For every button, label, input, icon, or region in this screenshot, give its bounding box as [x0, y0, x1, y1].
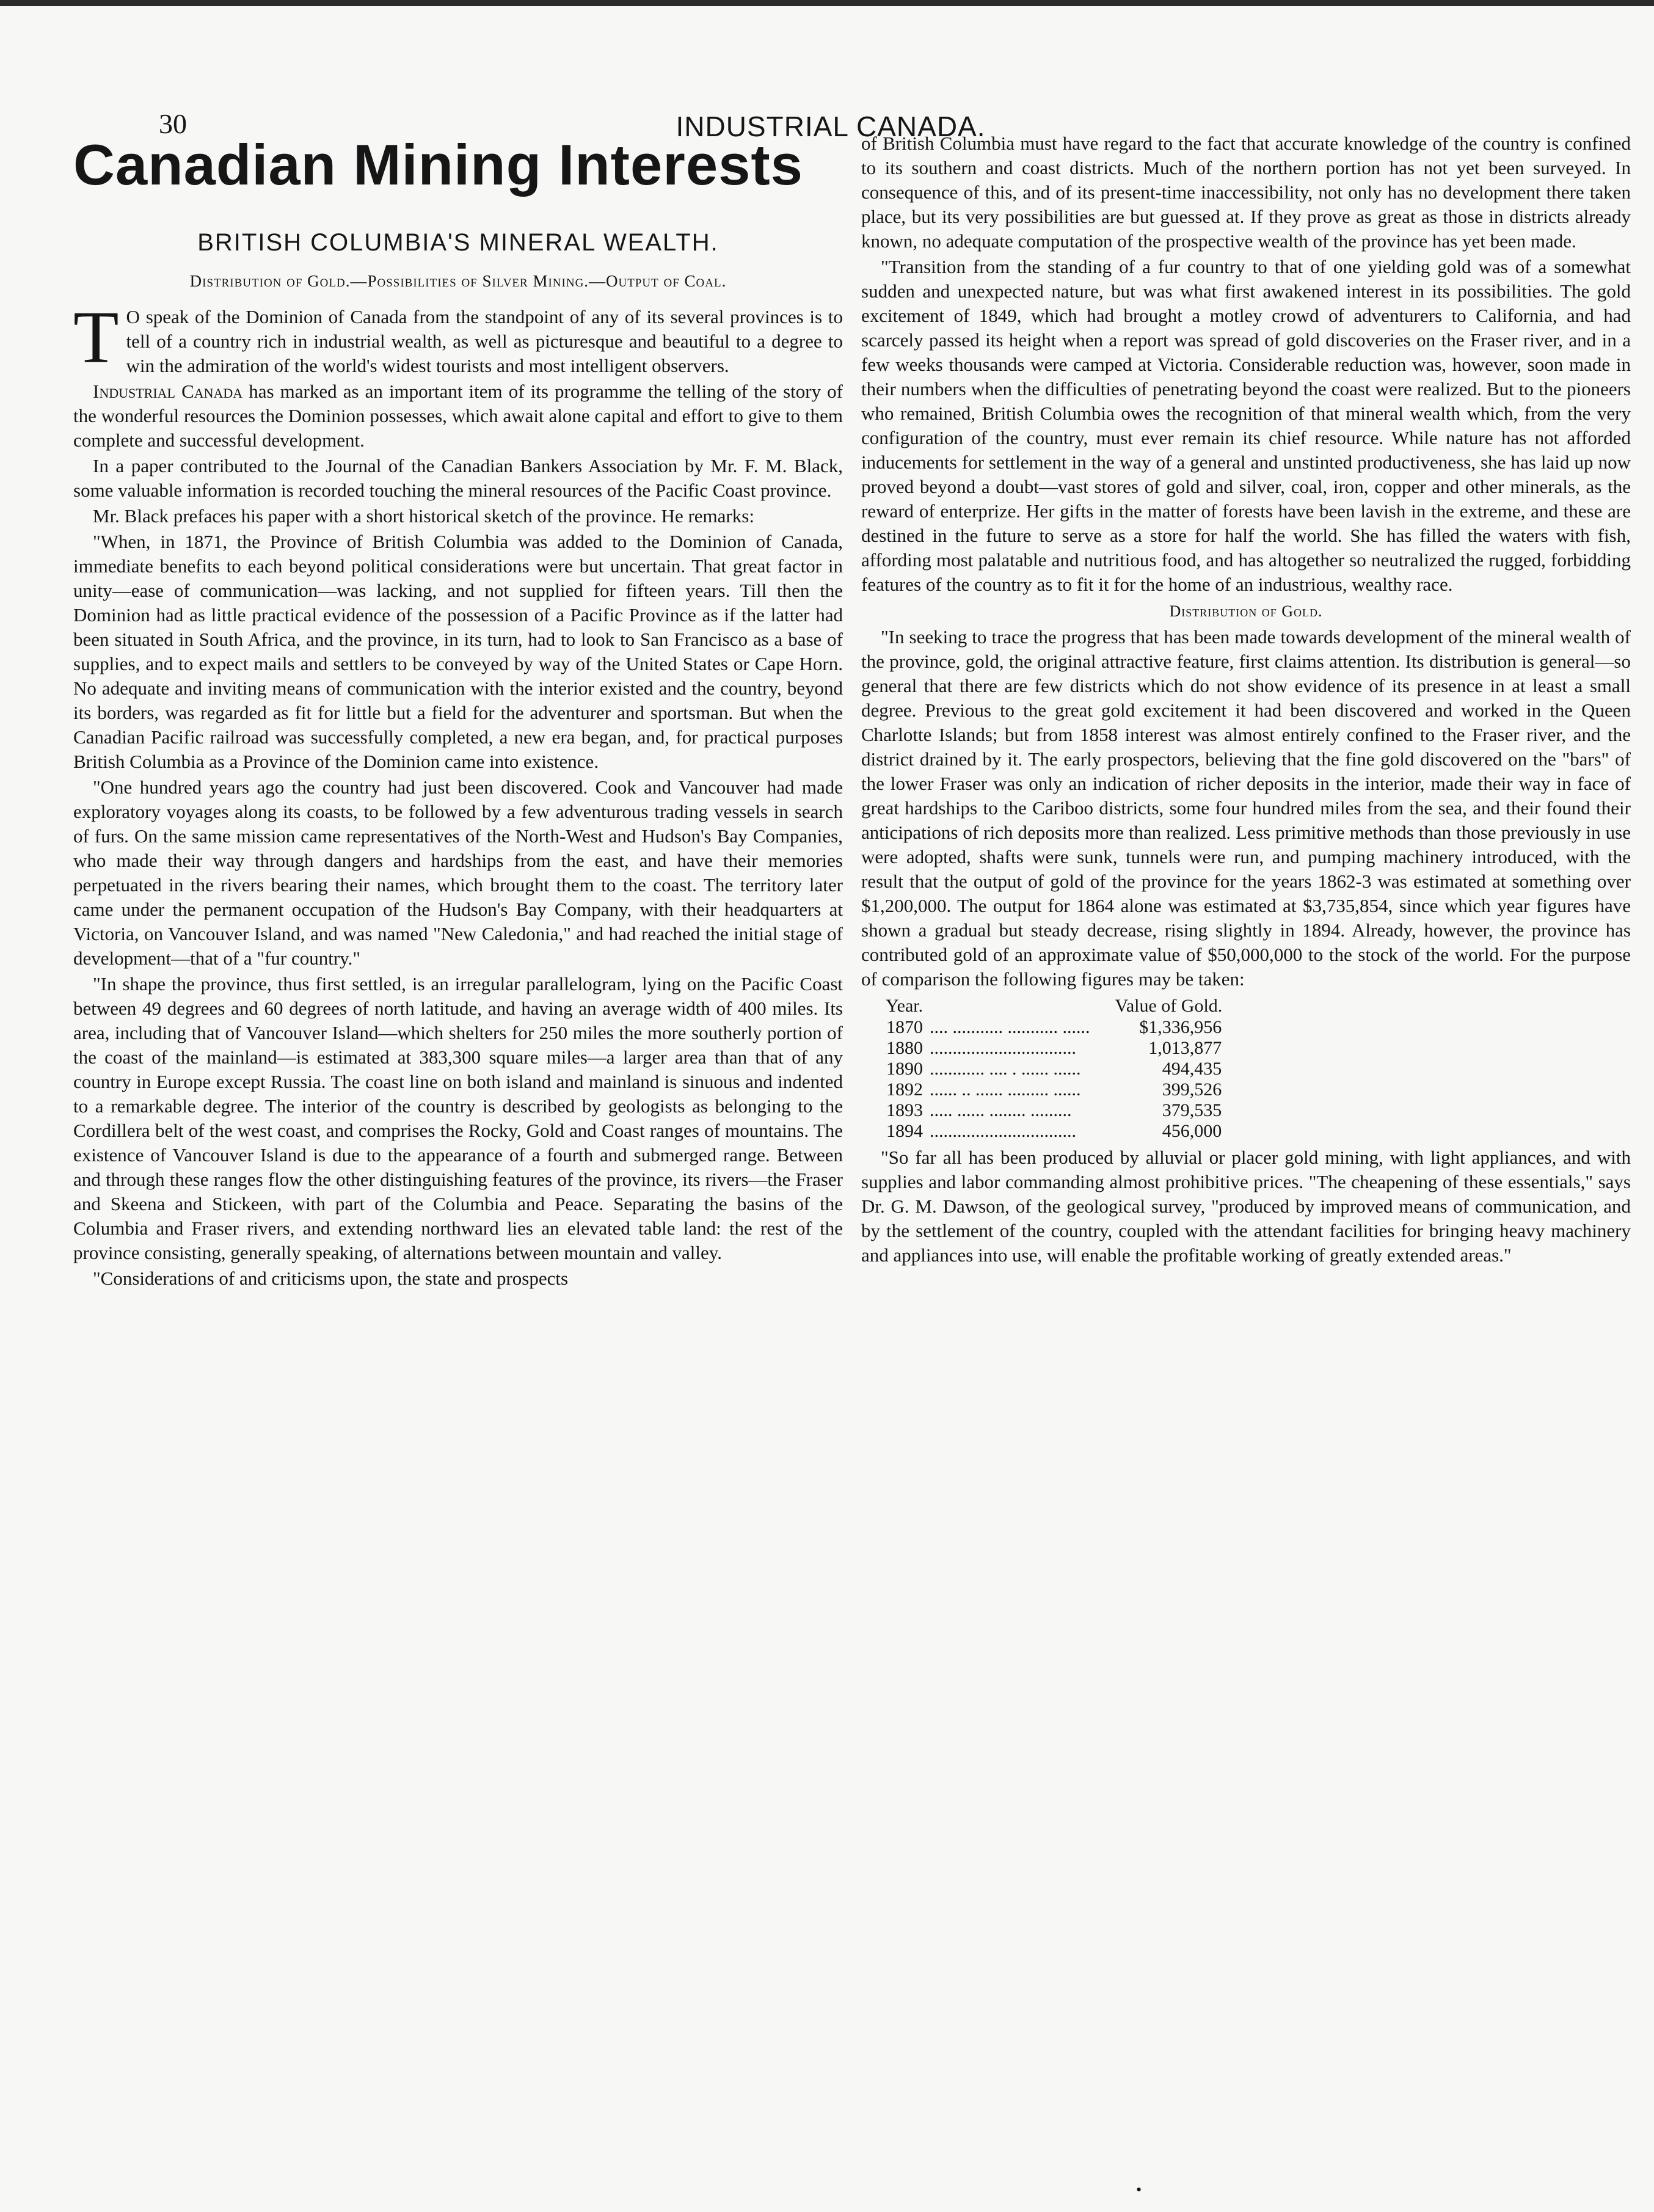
- paragraph: "So far all has been produced by alluvial or placer gold mining, with light appliances, and with supplies and labor commanding almost prohibitive prices. "The cheapening of these essentials," says Dr. G. M. Dawson, of the geological survey, "produced by improved means of communication, and by the settlement of the country, coupled with the attendant facilities for bringing heavy machinery and appliances into use, will enable the profitable working of greatly extended areas.": [861, 1147, 1631, 1266]
- paragraph: of British Columbia must have regard to the fact that accurate knowledge of the country is confined to its southern and coast districts. Much of the northern portion has not yet been surveyed. In consequence of this, and of its present-time inaccessibility, not only has no development there taken place, but its very possibilities are but guessed at. If they prove as great as those in districts already known, no adequate computation of the prospective wealth of the province has yet been made.: [861, 133, 1631, 252]
- paragraph: "Transition from the standing of a fur country to that of one yielding gold was of a somewhat sudden and unexpected nature, but was what first awakened interest in its possibilities. The gold excitement of 1849, which had brought a motley crowd of adventurers to California, and had scarcely passed its height when a report was spread of gold discoveries on the Fraser river, and in a few weeks thousands were camped at Victoria. Considerable reduction was, however, soon made in their numbers when the difficulties of penetrating beyond the coast were realized. But to the pioneers who remained, British Columbia owes the recognition of that mineral wealth which, from the very configuration of the country, must ever remain its chief resource. While nature has not afforded inducements for settlement in the way of a general and unstinted productiveness, she has laid up now proved beyond a doubt—vast stores of gold and silver, coal, iron, copper and other minerals, as the reward of enterprize. Her gifts in the matter of forests have been lavish in the extreme, and these are destined in the future to serve as a store for half the world. She has filled the waters with fish, affording most palatable and nutritious food, and has altogether so neutralized the rugged, forbidding features of the country as to fit it for the home of an industrious, wealthy race.: [861, 256, 1631, 595]
- article-subtitle: BRITISH COLUMBIA'S MINERAL WEALTH.: [197, 229, 719, 256]
- year-cell: 1880: [886, 1038, 923, 1058]
- page-number: 30: [159, 108, 187, 139]
- table-row: [886, 1038, 1222, 1059]
- paragraph: Industrial Canada has marked as an important item of its programme the telling of the story of the wonderful resources the Dominion possesses, which await alone capital and effort to give to them complete and successful development.: [73, 381, 843, 451]
- column-header-year: Year.: [886, 996, 924, 1016]
- table-row: [886, 1059, 1222, 1079]
- paragraph: In a paper contributed to the Journal of the Canadian Bankers Association by Mr. F. M. Black, some valuable information is recorded touching the mineral resources of the Pacific Coast province.: [73, 455, 843, 501]
- article-title: Canadian Mining Interests: [73, 133, 803, 197]
- value-cell: 1,013,877: [1148, 1038, 1222, 1058]
- left-column: [73, 131, 843, 1292]
- year-cell: 1893: [886, 1100, 923, 1120]
- value-cell: 399,526: [1162, 1079, 1222, 1100]
- paragraph: "One hundred years ago the country had just been discovered. Cook and Vancouver had made exploratory voyages along its coasts, to be followed by a few adventurous trading vessels in search of furs. On the same mission came representatives of the North-West and Hudson's Bay Companies, who made their way through dangers and hardships from the east, and have their memories perpetuated in the rivers bearing their names, which brought them to the coast. The territory later came under the permanent occupation of the Hudson's Bay Company, with their headquarters at Victoria, on Vancouver Island, and was named "New Caledonia," and had reached the initial stage of development—that of a "fur country.": [73, 776, 843, 969]
- paragraph: "In seeking to trace the progress that has been made towards development of the mineral wealth of the province, gold, the original attractive feature, first claims attention. Its distribution is general—so general that there are few districts which do not show evidence of its presence in at least a small degree. Previous to the great gold excitement it had been discovered and worked in the Queen Charlotte Islands; but from 1858 interest was almost entirely confined to the Fraser river, and the district drained by it. The early prospectors, believing that the fine gold discovered on the "bars" of the lower Fraser was only an indication of richer deposits in the interior, made their way in face of great hardships to the Cariboo districts, some four hundred miles from the sea, and their found their anticipations of rich deposits more than realized. Less primitive methods than those previously in use were adopted, shafts were sunk, tunnels were run, and pumping machinery introduced, with the result that the output of gold of the province for the years 1862-3 was estimated at something over $1,200,000. The output for 1864 alone was estimated at $3,735,854, since which year figures have shown a gradual but steady decrease, rising slightly in 1894. Already, however, the province has contributed gold of an approximate value of $50,000,000 to the stock of the world. For the purpose of comparison the following figures may be taken:: [861, 626, 1631, 990]
- running-head: INDUSTRIAL CANADA.: [676, 111, 986, 142]
- top-rule: [0, 0, 1654, 6]
- year-cell: 1870: [886, 1017, 923, 1037]
- value-cell: $1,336,956: [1139, 1017, 1222, 1037]
- column-header-value: Value of Gold.: [1115, 996, 1223, 1016]
- year-cell: 1892: [886, 1079, 923, 1100]
- value-cell: 456,000: [1162, 1121, 1222, 1141]
- leader-dots: ................................: [930, 1038, 1076, 1058]
- section-heading: Distribution of Gold.: [1169, 602, 1323, 620]
- publication-name: Industrial Canada: [93, 381, 243, 402]
- leader-dots: ..... ...... ........ .........: [930, 1100, 1072, 1120]
- table-header-row: [886, 996, 1222, 1017]
- table-row: [886, 1017, 1222, 1038]
- leader-dots: ...... .. ...... ......... ......: [930, 1079, 1081, 1100]
- gold-value-table: [886, 996, 1222, 1142]
- table-row: [886, 1079, 1222, 1100]
- right-column: [861, 131, 1631, 1269]
- paragraph: "When, in 1871, the Province of British Columbia was added to the Dominion of Canada, immediate benefits to each beyond political considerations were but uncertain. That great factor in unity—ease of communication—was lacking, and not supplied for fifteen years. Till then the Dominion had as little practical evidence of the possession of a Pacific Province as if the latter had been situated in South Africa, and the province, in its turn, had to look to San Francisco as a base of supplies, and to expect mails and settlers to be conveyed by way of the United States or Cape Horn. No adequate and inviting means of communication with the interior existed and the country, beyond its borders, was regarded as fit for little but a field for the adventurer and sportsman. But when the Canadian Pacific railroad was successfully completed, a new era began, and, for practical purposes British Columbia as a Province of the Dominion came into existence.: [73, 531, 843, 772]
- page-header: [92, 37, 1570, 142]
- year-cell: 1894: [886, 1121, 923, 1141]
- table-row: [886, 1121, 1222, 1142]
- leader-dots: ............ .... . ...... ......: [930, 1059, 1081, 1079]
- value-cell: 494,435: [1162, 1059, 1222, 1079]
- drop-cap: T: [73, 296, 119, 379]
- table-row: [886, 1100, 1222, 1121]
- year-cell: 1890: [886, 1059, 923, 1079]
- paragraph: T O speak of the Dominion of Canada from the standpoint of any of its several provinces is to tell of a country rich in industrial wealth, as well as picturesque and beautiful to a degree to win the admiration of the world's widest tourists and most intelligent observers.: [73, 296, 843, 379]
- paragraph: "Considerations of and criticisms upon, the state and prospects: [93, 1268, 569, 1289]
- footer-mark: •: [1136, 2181, 1142, 2199]
- article-summary-line: Distribution of Gold.—Possibilities of Silver Mining.—Output of Coal.: [189, 272, 727, 290]
- leader-dots: ................................: [930, 1121, 1076, 1141]
- page: [92, 37, 1570, 142]
- paragraph: Mr. Black prefaces his paper with a short historical sketch of the province. He remarks:: [93, 505, 754, 527]
- leader-dots: .... ........... ........... ......: [930, 1017, 1090, 1037]
- value-cell: 379,535: [1162, 1100, 1222, 1120]
- paragraph: "In shape the province, thus first settled, is an irregular parallelogram, lying on the Pacific Coast between 49 degrees and 60 degrees of north latitude, and having an average width of 400 miles. Its area, including that of Vancouver Island—which shelters for 250 miles the more southerly portion of the coast of the mainland—is estimated at 383,300 square miles—a larger area than that of any country in Europe except Russia. The coast line on both island and mainland is sinuous and indented to a remarkable degree. The interior of the country is described by geologists as belonging to the Cordillera belt of the west coast, and comprises the Rocky, Gold and Coast ranges of mountains. The existence of Vancouver Island is due to the appearance of a fourth and submerged range. Between and through these ranges flow the other distinguishing features of the province, its rivers—the Fraser and Skeena and Stickeen, with part of the Columbia and Peace. Separating the basins of the Columbia and Fraser rivers, and extending northward lies an elevated table land: the rest of the province consisting, generally speaking, of alternations between mountain and valley.: [73, 973, 843, 1263]
